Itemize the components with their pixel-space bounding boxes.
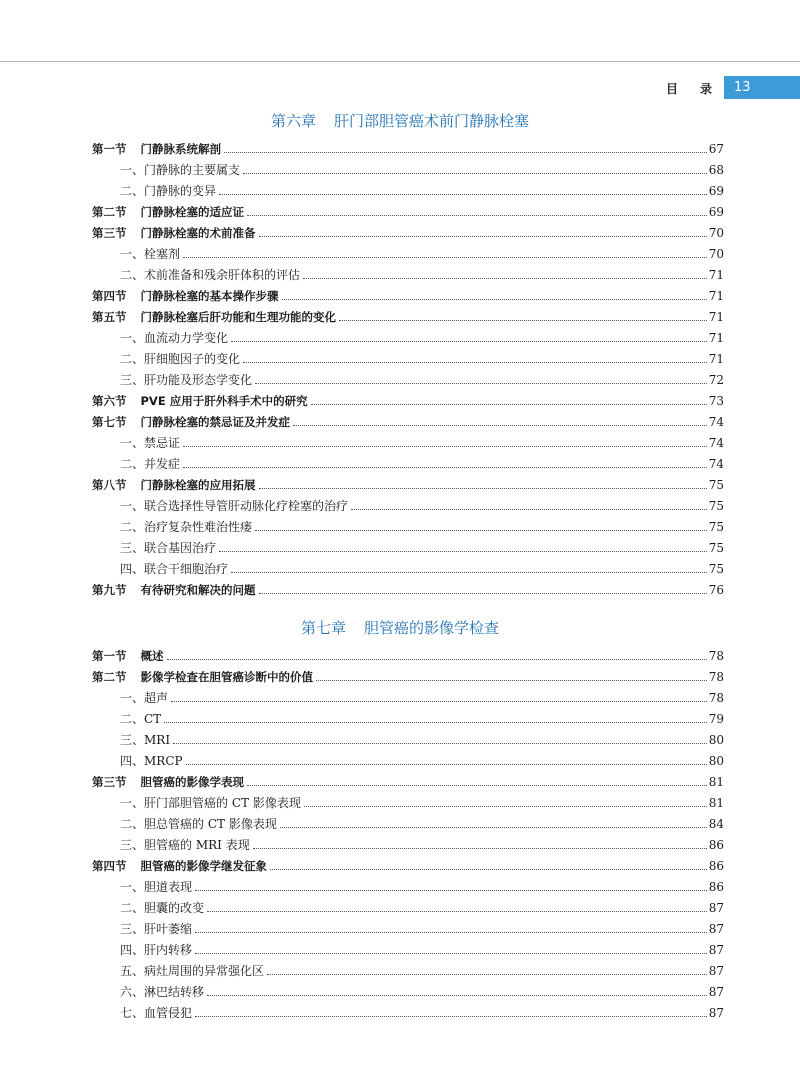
- toc-subsection-row[interactable]: [0, 831, 800, 852]
- toc-section-row[interactable]: [0, 387, 800, 408]
- toc-section-row[interactable]: [0, 768, 800, 789]
- entry-title: 一、禁忌证: [120, 436, 181, 450]
- entry-title: 三、肝功能及形态学变化: [120, 373, 253, 387]
- dot-leader: [207, 910, 707, 912]
- entry-title: 影像学检查在胆管癌诊断中的价值: [140, 670, 313, 684]
- entry-title: 二、并发症: [120, 457, 181, 471]
- toc-subsection-row[interactable]: [0, 429, 800, 450]
- toc-section-row[interactable]: [0, 198, 800, 219]
- dot-leader: [224, 151, 707, 153]
- toc-subsection-row[interactable]: [0, 726, 800, 747]
- dot-leader: [255, 529, 707, 531]
- toc-subsection-row[interactable]: [0, 894, 800, 915]
- toc-section-row[interactable]: [0, 852, 800, 873]
- entry-title: 五、病灶周围的异常强化区: [120, 964, 265, 978]
- toc-entry-label: [92, 478, 256, 492]
- toc-entry-label: [92, 649, 164, 663]
- page-number: 87: [708, 943, 724, 957]
- dot-leader: [243, 361, 707, 363]
- toc-subsection-row[interactable]: [0, 534, 800, 555]
- toc-subsection-row[interactable]: [0, 240, 800, 261]
- dot-leader: [304, 805, 707, 807]
- dot-leader: [173, 742, 707, 744]
- entry-title: 门静脉栓塞的术前准备: [140, 226, 256, 240]
- toc-subsection-row[interactable]: [0, 810, 800, 831]
- toc-entry-label: [120, 562, 228, 576]
- toc-entry-label: [120, 796, 301, 810]
- page-number: 87: [708, 922, 724, 936]
- header-label-lu: 录: [700, 82, 713, 96]
- dot-leader: [183, 256, 707, 258]
- page-number: 86: [708, 859, 724, 873]
- entry-title: 胆管癌的影像学继发征象: [140, 859, 267, 873]
- page-number: 78: [708, 691, 724, 705]
- entry-title: 三、MRI: [120, 733, 171, 747]
- dot-leader: [231, 571, 707, 573]
- dot-leader: [186, 763, 707, 765]
- page-number: 78: [708, 670, 724, 684]
- section-number: 第九节: [92, 583, 127, 597]
- entry-title: 概述: [140, 649, 164, 663]
- page-number: 72: [708, 373, 724, 387]
- dot-leader: [247, 214, 707, 216]
- dot-leader: [183, 445, 707, 447]
- toc-subsection-row[interactable]: [0, 261, 800, 282]
- toc-section-row[interactable]: [0, 408, 800, 429]
- entry-title: 四、肝内转移: [120, 943, 193, 957]
- toc-subsection-row[interactable]: [0, 345, 800, 366]
- toc-list: [0, 642, 800, 1020]
- toc-entry-label: [120, 964, 264, 978]
- toc-entry-label: [120, 163, 240, 177]
- page-number: 81: [708, 775, 724, 789]
- toc-entry-label: [120, 817, 277, 831]
- entry-title: 一、栓塞剂: [120, 247, 181, 261]
- toc-entry-label: [120, 1006, 192, 1020]
- entry-title: 二、胆囊的改变: [120, 901, 205, 915]
- section-number: 第一节: [92, 142, 127, 156]
- toc-entry-label: [120, 754, 183, 768]
- page-number: 74: [708, 436, 724, 450]
- page-number: 74: [708, 415, 724, 429]
- page-number: 71: [708, 352, 724, 366]
- toc-section-row[interactable]: [0, 303, 800, 324]
- page-number: 69: [708, 184, 724, 198]
- toc-entry-label: [120, 943, 192, 957]
- toc-subsection-row[interactable]: [0, 450, 800, 471]
- entry-title: 六、淋巴结转移: [120, 985, 205, 999]
- toc-section-row[interactable]: [0, 219, 800, 240]
- toc-entry-label: [120, 541, 216, 555]
- entry-title: 门静脉栓塞的适应证: [140, 205, 244, 219]
- toc-entry-label: [120, 247, 180, 261]
- header-label-mu: 目: [666, 82, 679, 96]
- toc-subsection-row[interactable]: [0, 978, 800, 999]
- toc-entry-label: [120, 880, 192, 894]
- page-number-badge: 13: [724, 76, 800, 99]
- page-number: 73: [708, 394, 724, 408]
- page-number: 87: [708, 901, 724, 915]
- chapter-name: 胆管癌的影像学检查: [364, 619, 500, 637]
- entry-title: 一、血流动力学变化: [120, 331, 229, 345]
- dot-leader: [259, 592, 707, 594]
- toc-list: [0, 135, 800, 597]
- dot-leader: [195, 931, 707, 933]
- page-number: 79: [708, 712, 724, 726]
- page-number: 71: [708, 310, 724, 324]
- toc-entry-label: [92, 775, 244, 789]
- entry-title: 四、联合干细胞治疗: [120, 562, 229, 576]
- toc-entry-label: [120, 373, 252, 387]
- toc-section-row[interactable]: [0, 282, 800, 303]
- entry-title: 二、胆总管癌的 CT 影像表现: [120, 817, 277, 831]
- dot-leader: [280, 826, 707, 828]
- entry-title: 二、肝细胞因子的变化: [120, 352, 241, 366]
- toc-entry-label: [120, 268, 300, 282]
- section-number: 第八节: [92, 478, 127, 492]
- dot-leader: [351, 508, 707, 510]
- entry-title: PVE 应用于肝外科手术中的研究: [140, 394, 308, 408]
- dot-leader: [164, 721, 707, 723]
- toc-entry-label: [92, 226, 256, 240]
- entry-title: 二、术前准备和残余肝体积的评估: [120, 268, 301, 282]
- page-header: [0, 38, 800, 96]
- dot-leader: [219, 193, 707, 195]
- toc-entry-label: [92, 583, 256, 597]
- toc-subsection-row[interactable]: [0, 957, 800, 978]
- toc-entry-label: [120, 985, 204, 999]
- page-number: 75: [708, 562, 724, 576]
- toc-entry-label: [120, 733, 170, 747]
- chapter-name: 肝门部胆管癌术前门静脉栓塞: [334, 112, 530, 130]
- dot-leader: [207, 994, 707, 996]
- toc-subsection-row[interactable]: [0, 915, 800, 936]
- toc-entry-label: [92, 859, 267, 873]
- dot-leader: [259, 487, 707, 489]
- toc-subsection-row[interactable]: [0, 555, 800, 576]
- page-number: 70: [708, 226, 724, 240]
- dot-leader: [270, 868, 707, 870]
- entry-title: 一、联合选择性导管肝动脉化疗栓塞的治疗: [120, 499, 349, 513]
- entry-title: 门静脉栓塞的应用拓展: [140, 478, 256, 492]
- toc-section-row[interactable]: [0, 135, 800, 156]
- dot-leader: [293, 424, 707, 426]
- dot-leader: [267, 973, 707, 975]
- toc-section-row[interactable]: [0, 642, 800, 663]
- entry-title: 二、门静脉的变异: [120, 184, 217, 198]
- page-number: 75: [708, 478, 724, 492]
- toc-subsection-row[interactable]: [0, 513, 800, 534]
- toc-entry-label: [120, 457, 180, 471]
- entry-title: 门静脉系统解剖: [140, 142, 221, 156]
- toc-entry-label: [120, 691, 168, 705]
- toc-entry-label: [120, 712, 161, 726]
- toc-entry-label: [120, 436, 180, 450]
- page-number: 87: [708, 1006, 724, 1020]
- entry-title: 有待研究和解决的问题: [140, 583, 256, 597]
- entry-title: 一、门静脉的主要属支: [120, 163, 241, 177]
- page-number: 87: [708, 985, 724, 999]
- section-number: 第五节: [92, 310, 127, 324]
- toc-section-row[interactable]: [0, 663, 800, 684]
- page-number: 67: [708, 142, 724, 156]
- toc-subsection-row[interactable]: [0, 684, 800, 705]
- toc-subsection-row[interactable]: [0, 324, 800, 345]
- page-number: 80: [708, 733, 724, 747]
- page-number: 78: [708, 649, 724, 663]
- section-number: 第三节: [92, 775, 127, 789]
- chapter-title: [0, 617, 800, 638]
- toc-entry-label: [92, 394, 308, 408]
- page-number: 74: [708, 457, 724, 471]
- dot-leader: [311, 403, 707, 405]
- page-number: 70: [708, 247, 724, 261]
- toc-subsection-row[interactable]: [0, 492, 800, 513]
- toc-entry-label: [120, 922, 192, 936]
- dot-leader: [195, 952, 707, 954]
- page-number: 87: [708, 964, 724, 978]
- dot-leader: [243, 172, 707, 174]
- page-number: 80: [708, 754, 724, 768]
- toc-subsection-row[interactable]: [0, 873, 800, 894]
- dot-leader: [339, 319, 707, 321]
- page-number: 71: [708, 289, 724, 303]
- page-number: 76: [708, 583, 724, 597]
- toc-entry-label: [120, 838, 250, 852]
- entry-title: 三、胆管癌的 MRI 表现: [120, 838, 250, 852]
- section-number: 第六节: [92, 394, 127, 408]
- page-number: 69: [708, 205, 724, 219]
- header-divider: [0, 61, 800, 62]
- entry-title: 门静脉栓塞的基本操作步骤: [140, 289, 279, 303]
- dot-leader: [219, 550, 707, 552]
- page-number: 68: [708, 163, 724, 177]
- toc-entry-label: [120, 520, 252, 534]
- entry-title: 三、联合基因治疗: [120, 541, 217, 555]
- dot-leader: [253, 847, 707, 849]
- page-number: 71: [708, 268, 724, 282]
- toc-entry-label: [120, 901, 204, 915]
- toc-subsection-row[interactable]: [0, 789, 800, 810]
- entry-title: 一、超声: [120, 691, 169, 705]
- entry-title: 胆管癌的影像学表现: [140, 775, 244, 789]
- page-number: 81: [708, 796, 724, 810]
- dot-leader: [195, 1015, 707, 1017]
- toc-subsection-row[interactable]: [0, 177, 800, 198]
- entry-title: 二、治疗复杂性难治性瘘: [120, 520, 253, 534]
- toc-entry-label: [120, 184, 216, 198]
- section-number: 第二节: [92, 205, 127, 219]
- toc-subsection-row[interactable]: [0, 747, 800, 768]
- toc-entry-label: [92, 670, 313, 684]
- dot-leader: [171, 700, 707, 702]
- section-number: 第四节: [92, 289, 127, 303]
- entry-title: 门静脉栓塞的禁忌证及并发症: [140, 415, 290, 429]
- toc-subsection-row[interactable]: [0, 156, 800, 177]
- dot-leader: [195, 889, 707, 891]
- entry-title: 一、肝门部胆管癌的 CT 影像表现: [120, 796, 301, 810]
- chapter-title: [0, 110, 800, 131]
- section-number: 第二节: [92, 670, 127, 684]
- toc-subsection-row[interactable]: [0, 705, 800, 726]
- section-number: 第三节: [92, 226, 127, 240]
- page-number: 86: [708, 880, 724, 894]
- page-number: 75: [708, 499, 724, 513]
- page-number: 71: [708, 331, 724, 345]
- page-number: 75: [708, 520, 724, 534]
- page-number: 75: [708, 541, 724, 555]
- dot-leader: [282, 298, 707, 300]
- toc-subsection-row[interactable]: [0, 366, 800, 387]
- toc-entry-label: [92, 289, 279, 303]
- entry-title: 门静脉栓塞后肝功能和生理功能的变化: [140, 310, 336, 324]
- toc-entry-label: [92, 415, 290, 429]
- toc-subsection-row[interactable]: [0, 936, 800, 957]
- dot-leader: [255, 382, 707, 384]
- dot-leader: [303, 277, 707, 279]
- toc-entry-label: [120, 352, 240, 366]
- dot-leader: [316, 679, 707, 681]
- entry-title: 三、肝叶萎缩: [120, 922, 193, 936]
- dot-leader: [259, 235, 707, 237]
- toc-entry-label: [120, 499, 348, 513]
- entry-title: 四、MRCP: [120, 754, 183, 768]
- entry-title: 二、CT: [120, 712, 162, 726]
- toc-subsection-row[interactable]: [0, 999, 800, 1020]
- page-number: 84: [708, 817, 724, 831]
- toc-entry-label: [92, 142, 221, 156]
- toc-section-row[interactable]: [0, 576, 800, 597]
- dot-leader: [167, 658, 707, 660]
- section-number: 第七节: [92, 415, 127, 429]
- section-number: 第一节: [92, 649, 127, 663]
- section-number: 第四节: [92, 859, 127, 873]
- dot-leader: [231, 340, 707, 342]
- chapter-number: 第七章: [300, 619, 346, 637]
- page-number: 86: [708, 838, 724, 852]
- dot-leader: [247, 784, 707, 786]
- toc-entry-label: [92, 205, 244, 219]
- dot-leader: [183, 466, 707, 468]
- entry-title: 七、血管侵犯: [120, 1006, 193, 1020]
- toc-entry-label: [92, 310, 336, 324]
- toc-section-row[interactable]: [0, 471, 800, 492]
- entry-title: 一、胆道表现: [120, 880, 193, 894]
- toc-entry-label: [120, 331, 228, 345]
- chapter-number: 第六章: [270, 112, 316, 130]
